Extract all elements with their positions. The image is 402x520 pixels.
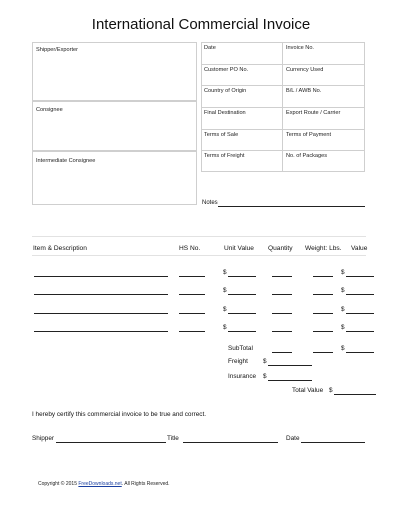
- value-line[interactable]: [346, 313, 374, 314]
- value-currency: $: [341, 269, 345, 276]
- total-value-line[interactable]: [334, 394, 376, 395]
- info-grid-cell[interactable]: [201, 150, 282, 172]
- info-grid-cell[interactable]: [282, 85, 365, 107]
- total-value-label: Total Value: [292, 387, 324, 394]
- signature-shipper-label: Shipper: [32, 435, 55, 442]
- info-grid-cell[interactable]: [282, 64, 365, 86]
- subtotal-value-line[interactable]: [346, 352, 374, 353]
- insurance-currency: $: [263, 373, 267, 380]
- info-grid-cell[interactable]: [282, 42, 365, 64]
- value-line[interactable]: [346, 276, 374, 277]
- info-grid-cell[interactable]: [201, 85, 282, 107]
- value-currency: $: [341, 287, 345, 294]
- signature-title-label: Title: [167, 435, 179, 442]
- copyright-link[interactable]: FreeDownloads.net: [78, 481, 122, 487]
- info-grid-cell[interactable]: [201, 129, 282, 151]
- header-value: Value: [351, 245, 368, 252]
- quantity-line[interactable]: [272, 313, 292, 314]
- unit-value-currency: $: [223, 306, 227, 313]
- items-header-divider: [32, 255, 366, 256]
- subtotal-quantity-line[interactable]: [272, 352, 292, 353]
- hs-number-line[interactable]: [179, 276, 205, 277]
- insurance-line[interactable]: [268, 380, 312, 381]
- value-currency: $: [341, 324, 345, 331]
- weight-line[interactable]: [313, 313, 333, 314]
- info-grid-label: Date: [204, 45, 216, 51]
- consignee-label: Consignee: [36, 107, 63, 113]
- item-description-line[interactable]: [34, 313, 168, 314]
- signature-date-label: Date: [286, 435, 300, 442]
- info-grid-label: No. of Packages: [286, 153, 328, 160]
- intermediate-consignee-box[interactable]: [32, 151, 197, 205]
- value-currency: $: [341, 306, 345, 313]
- info-grid-label: B/L / AWB No.: [286, 88, 322, 95]
- consignee-box[interactable]: [32, 101, 197, 151]
- quantity-line[interactable]: [272, 294, 292, 295]
- quantity-line[interactable]: [272, 331, 292, 332]
- subtotal-weight-line[interactable]: [313, 352, 333, 353]
- header-item-description: Item & Description: [33, 245, 87, 252]
- hs-number-line[interactable]: [179, 331, 205, 332]
- header-hs-no: HS No.: [179, 245, 201, 252]
- info-grid-label: Terms of Payment: [286, 131, 332, 138]
- info-grid-label: Terms of Freight: [204, 153, 245, 160]
- hs-number-line[interactable]: [179, 313, 205, 314]
- signature-shipper-line[interactable]: [56, 442, 166, 443]
- signature-title-line[interactable]: [183, 442, 278, 443]
- info-grid-label: Final Destination: [204, 110, 246, 116]
- shipper-box[interactable]: [32, 42, 197, 101]
- freight-label: Freight: [228, 358, 248, 365]
- info-grid-cell[interactable]: [282, 129, 365, 151]
- copyright-prefix: Copyright © 2015: [38, 481, 77, 487]
- items-top-divider: [32, 236, 366, 237]
- info-grid-cell[interactable]: [201, 107, 282, 129]
- info-grid-label: Terms of Sale: [204, 131, 239, 138]
- subtotal-currency: $: [341, 345, 345, 352]
- header-quantity: Quantity: [268, 245, 293, 252]
- weight-line[interactable]: [313, 276, 333, 277]
- info-grid-cell[interactable]: [201, 64, 282, 86]
- info-grid-label: Customer PO No.: [204, 66, 249, 73]
- info-grid-cell[interactable]: [282, 107, 365, 129]
- subtotal-label: SubTotal: [228, 345, 253, 352]
- freight-line[interactable]: [268, 365, 312, 366]
- certification-text: I hereby certify this commercial invoice to be true and correct.: [32, 411, 207, 418]
- unit-value-line[interactable]: [228, 276, 256, 277]
- shipper-label: Shipper/Exporter: [36, 47, 78, 53]
- info-grid-label: Invoice No.: [286, 45, 314, 51]
- info-grid-cell[interactable]: [201, 42, 282, 64]
- info-grid-label: Export Route / Carrier: [286, 110, 341, 116]
- signature-date-line[interactable]: [301, 442, 365, 443]
- info-grid-cell[interactable]: [282, 150, 365, 172]
- copyright-footer: [38, 481, 170, 487]
- info-grid-label: Currency Used: [286, 66, 324, 73]
- item-description-line[interactable]: [34, 294, 168, 295]
- unit-value-currency: $: [223, 287, 227, 294]
- freight-currency: $: [263, 358, 267, 365]
- total-value-currency: $: [329, 387, 333, 394]
- unit-value-line[interactable]: [228, 294, 256, 295]
- intermediate-consignee-label: Intermediate Consignee: [36, 158, 96, 164]
- page-title: International Commercial Invoice: [91, 16, 311, 33]
- value-line[interactable]: [346, 331, 374, 332]
- unit-value-currency: $: [223, 269, 227, 276]
- item-description-line[interactable]: [34, 276, 168, 277]
- unit-value-line[interactable]: [228, 313, 256, 314]
- insurance-label: Insurance: [228, 373, 257, 380]
- weight-line[interactable]: [313, 294, 333, 295]
- header-weight: Weight: Lbs.: [305, 245, 342, 252]
- unit-value-line[interactable]: [228, 331, 256, 332]
- weight-line[interactable]: [313, 331, 333, 332]
- item-description-line[interactable]: [34, 331, 168, 332]
- hs-number-line[interactable]: [179, 294, 205, 295]
- value-line[interactable]: [346, 294, 374, 295]
- info-grid-label: Country of Origin: [204, 88, 247, 95]
- unit-value-currency: $: [223, 324, 227, 331]
- notes-line[interactable]: [218, 206, 365, 207]
- quantity-line[interactable]: [272, 276, 292, 277]
- header-unit-value: Unit Value: [224, 245, 254, 252]
- copyright-suffix: . All Rights Reserved.: [121, 481, 170, 487]
- notes-label: Notes: [202, 200, 218, 206]
